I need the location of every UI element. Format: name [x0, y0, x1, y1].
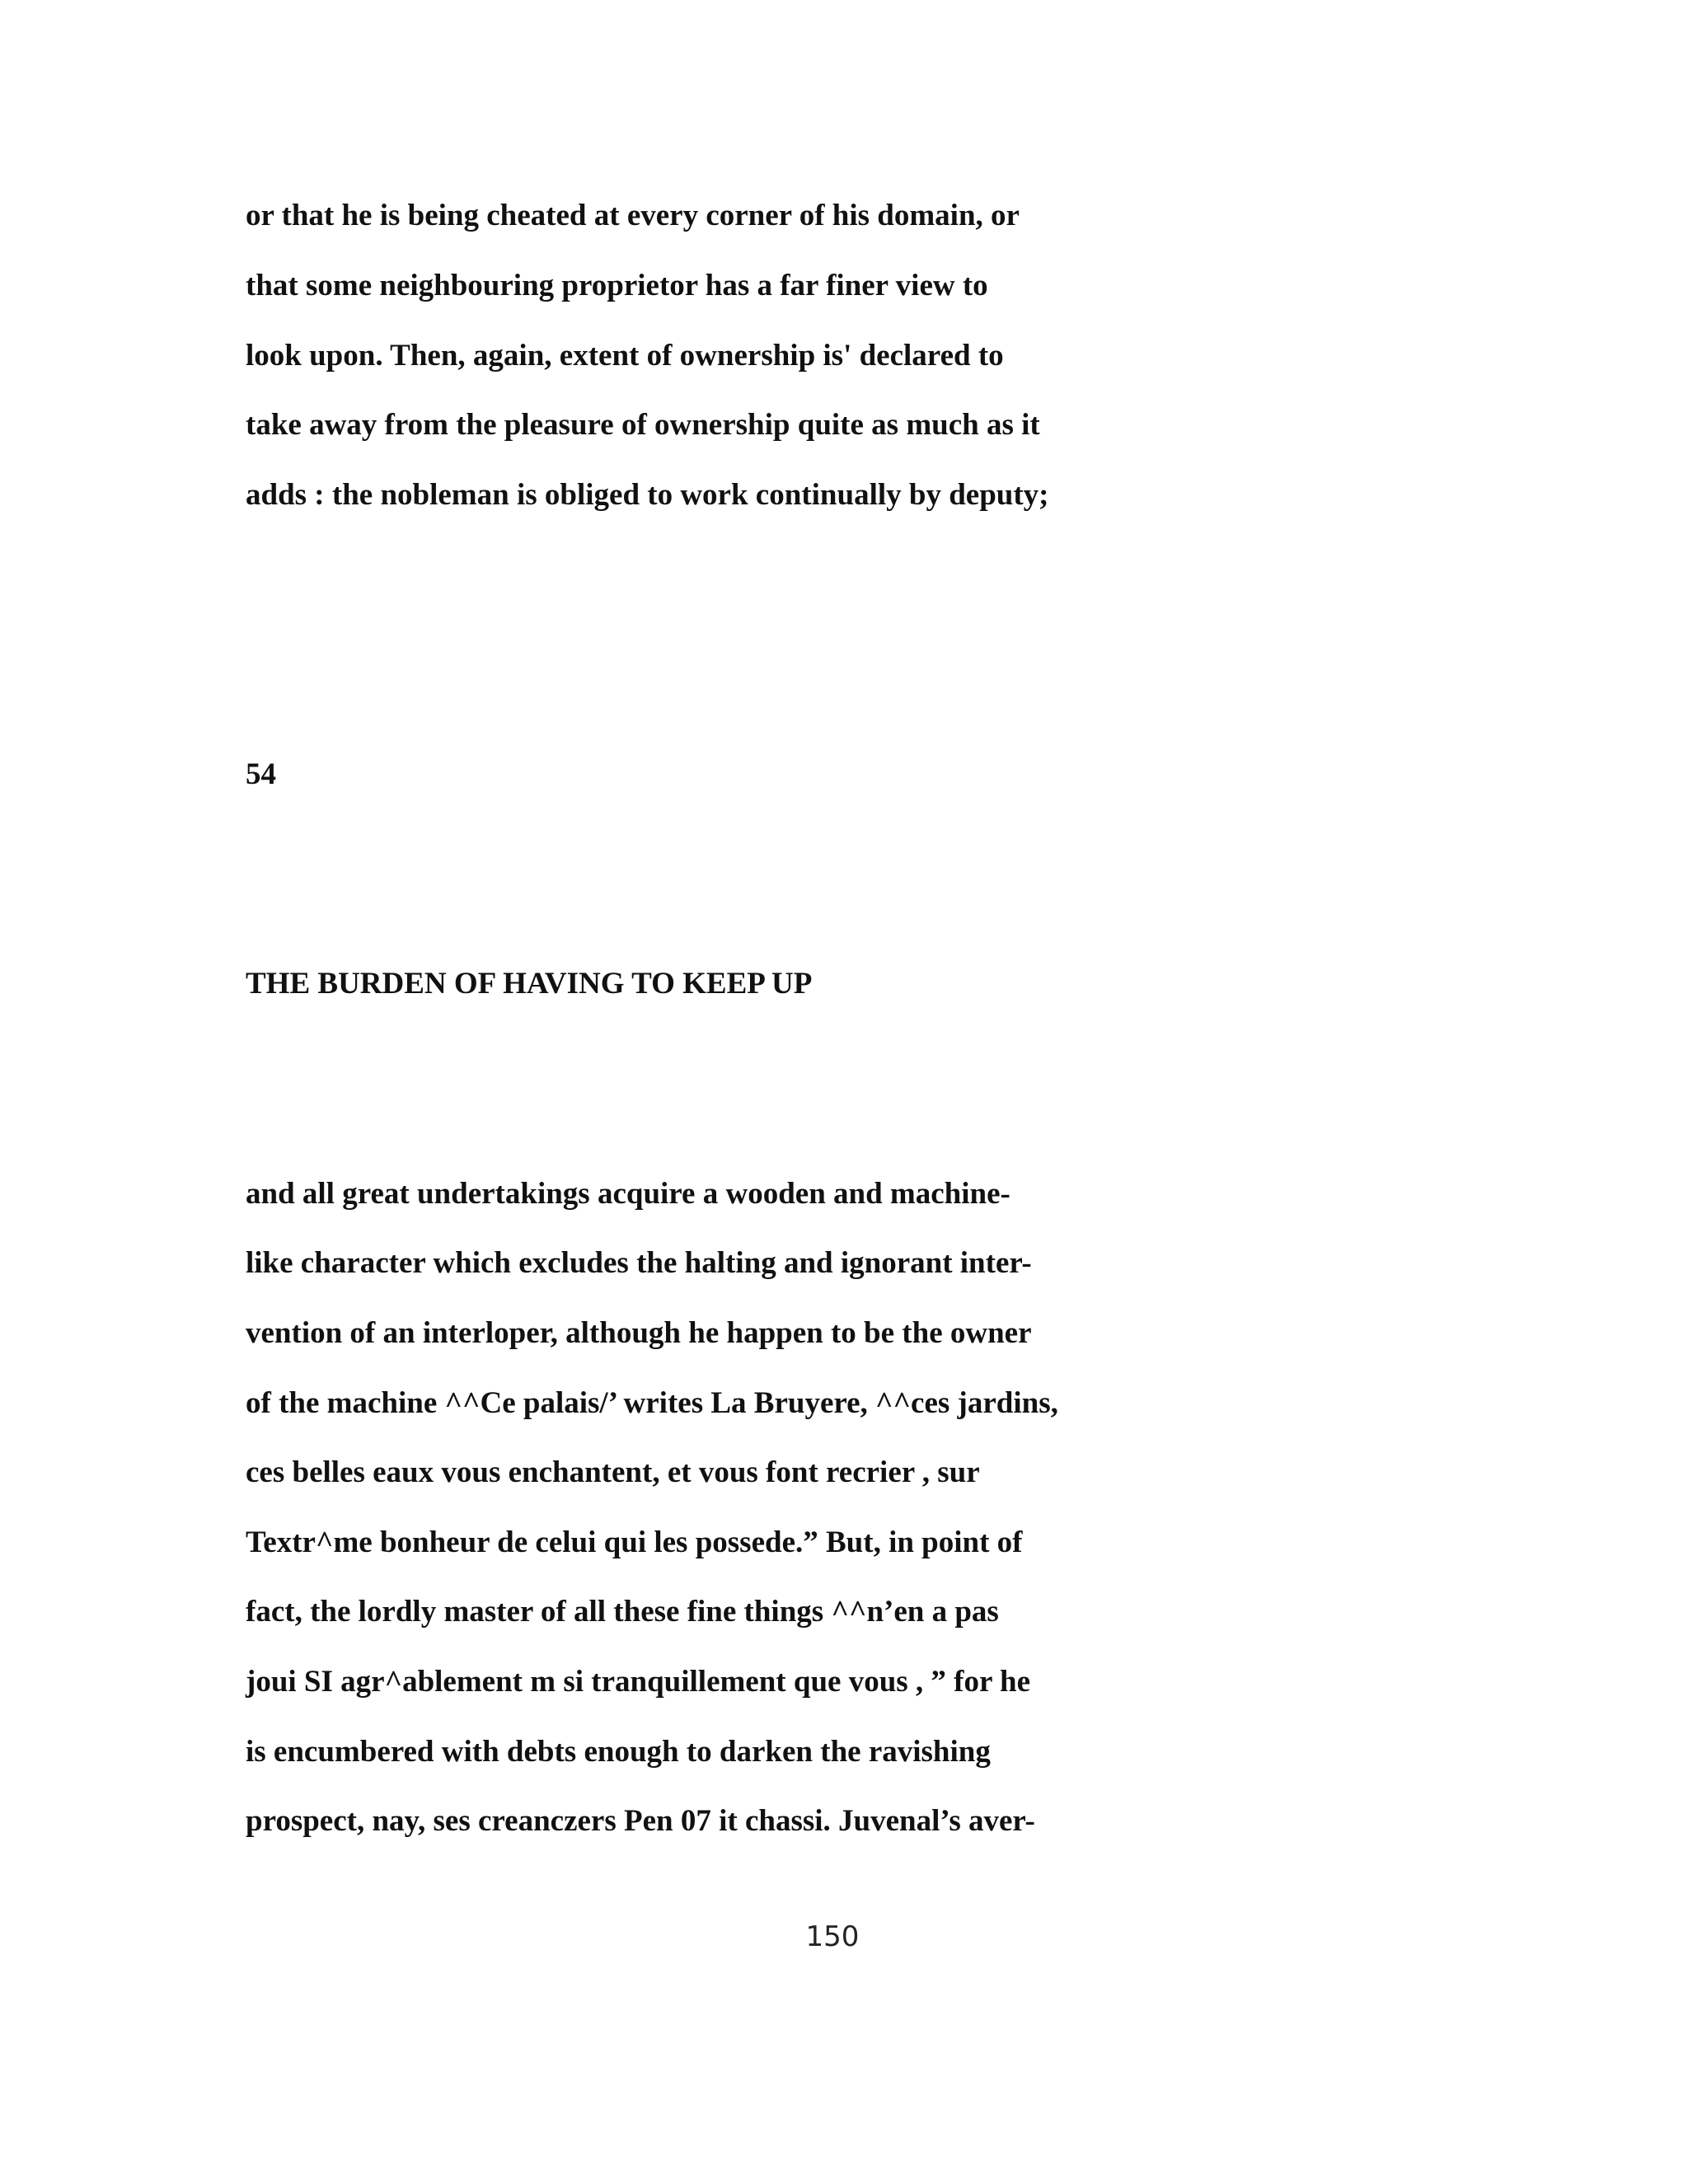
text-line: of the machine ^^Ce palais/’ writes La Bruyere, ^^ces jardins, — [246, 1386, 1058, 1420]
text-line: Textr^me bonheur de celui qui les possede.” But, in point of — [246, 1526, 1023, 1559]
text-line: is encumbered with debts enough to darken the ravishing — [246, 1735, 991, 1769]
text-line: ces belles eaux vous enchantent, et vous font recrier , sur — [246, 1455, 980, 1489]
text-line: look upon. Then, again, extent of ownership is' declared to — [246, 339, 1004, 373]
footer-page-number: 150 — [805, 1920, 860, 1953]
text-line: vention of an interloper, although he happen to be the owner — [246, 1316, 1032, 1350]
text-line: take away from the pleasure of ownership quite as much as it — [246, 408, 1040, 442]
text-line: and all great undertakings acquire a wooden and machine- — [246, 1177, 1010, 1211]
text-line: or that he is being cheated at every corner of his domain, or — [246, 199, 1020, 232]
text-line: that some neighbouring proprietor has a far finer view to — [246, 269, 988, 302]
text-line: adds : the nobleman is obliged to work continually by deputy; — [246, 478, 1049, 512]
running-header: THE BURDEN OF HAVING TO KEEP UP — [246, 967, 813, 1001]
text-line: prospect, nay, ses creanczers Pen 07 it chassi. Juvenal’s aver- — [246, 1804, 1035, 1838]
text-line: fact, the lordly master of all these fine things ^^n’en a pas — [246, 1595, 999, 1629]
running-page-number: 54 — [246, 757, 276, 791]
text-line: joui SI agr^ablement m si tranquillement que vous , ” for he — [246, 1665, 1031, 1699]
text-line: like character which excludes the halting and ignorant inter- — [246, 1246, 1032, 1280]
